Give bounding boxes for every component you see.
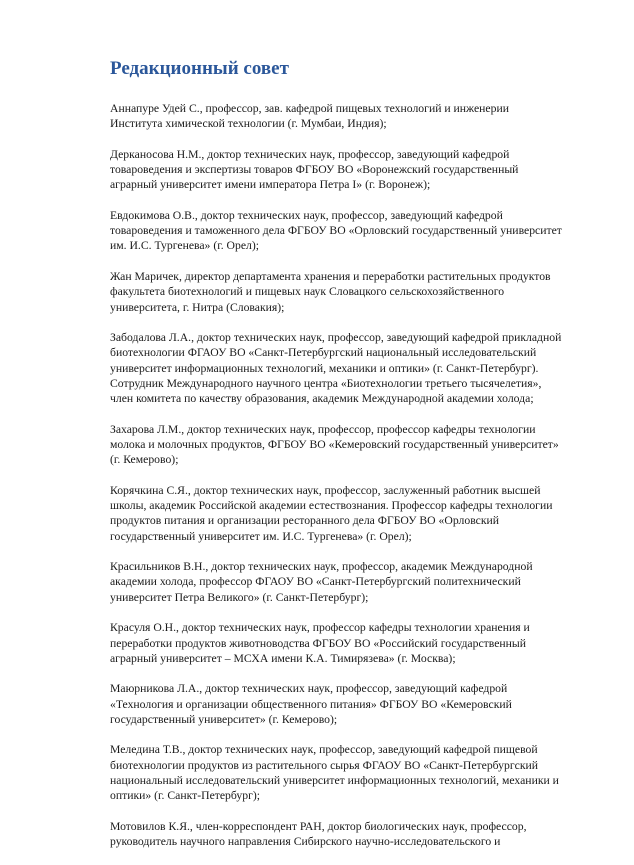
board-member-entry — [110, 620, 610, 666]
board-member-entry — [110, 101, 610, 132]
board-member-entry — [110, 330, 610, 406]
board-member-text-line: (г. Кемерово); — [110, 453, 179, 467]
board-member-text-line: аграрный университет – МСХА имени К.А. Тимирязева» (г. Москва); — [110, 651, 456, 665]
board-member-text-line: продуктов питания и организации ресторанного дела ФГБОУ ВО «Орловский — [110, 514, 500, 528]
board-member-text-line: национальный исследовательский университет информационных технологий, механики и — [110, 773, 559, 787]
board-member-text-line: Дерканосова Н.М., доктор технических наук, профессор, заведующий кафедрой — [110, 147, 510, 161]
board-member-text-line: им. И.С. Тургенева» (г. Орел); — [110, 239, 259, 253]
board-member-text-line: Захарова Л.М., доктор технических наук, профессор, профессор кафедры технологии — [110, 422, 536, 436]
page-content — [110, 58, 610, 865]
board-member-text-line: Маюрникова Л.А., доктор технических наук, профессор, заведующий кафедрой — [110, 682, 508, 696]
board-member-entry — [110, 208, 610, 254]
board-member-text-line: Красильников В.Н., доктор технических наук, профессор, академик Международной — [110, 560, 533, 574]
board-member-entry — [110, 269, 610, 315]
board-member-entry — [110, 147, 610, 193]
board-member-text-line: Меледина Т.В., доктор технических наук, профессор, заведующий кафедрой пищевой — [110, 743, 538, 757]
board-member-text-line: университета, г. Нитра (Словакия); — [110, 300, 285, 314]
board-member-text-line: Мотовилов К.Я., член-корреспондент РАН, доктор биологических наук, профессор, — [110, 819, 527, 833]
board-member-text-line: биотехнологии ФГАОУ ВО «Санкт-Петербургский национальный исследовательский — [110, 346, 537, 360]
board-member-text-line: биотехнологии продуктов из растительного сырья ФГАОУ ВО «Санкт-Петербургский — [110, 758, 539, 772]
board-member-entry — [110, 742, 610, 803]
board-member-text-line: товароведения и экспертизы товаров ФГБОУ ВО «Воронежский государственный — [110, 163, 519, 177]
board-member-text-line: оптики» (г. Санкт-Петербург); — [110, 789, 261, 803]
board-member-text-line: Сотрудник Международного научного центра «Биотехнологии третьего тысячелетия», — [110, 376, 542, 390]
board-member-text-line: Евдокимова О.В., доктор технических наук, профессор, заведующий кафедрой — [110, 208, 503, 222]
board-member-text-line: факультета биотехнологий и пищевых наук Словацкого сельскохозяйственного — [110, 285, 505, 299]
board-member-entry — [110, 819, 610, 850]
board-member-text-line: Института химической технологии (г. Мумбаи, Индия); — [110, 117, 387, 131]
board-member-entry — [110, 483, 610, 544]
board-member-text-line: «Технология и организации общественного питания» ФГБОУ ВО «Кемеровский — [110, 697, 512, 711]
board-member-text-line: товароведения и таможенного дела ФГБОУ ВО «Орловский государственный университет — [110, 224, 562, 238]
board-member-entry — [110, 559, 610, 605]
board-member-text-line: молока и молочных продуктов, ФГБОУ ВО «Кемеровский государственный университет» — [110, 437, 559, 451]
board-member-text-line: Корячкина С.Я., доктор технических наук, профессор, заслуженный работник высшей — [110, 483, 541, 497]
board-member-text-line: аграрный университет имени императора Петра I» (г. Воронеж); — [110, 178, 431, 192]
board-member-text-line: Жан Маричек, директор департамента хранения и переработки растительных продуктов — [110, 269, 551, 283]
board-member-text-line: Забодалова Л.А., доктор технических наук, профессор, заведующий кафедрой прикладной — [110, 331, 562, 345]
editorial-board-list — [110, 101, 610, 849]
board-member-text-line: Красуля О.Н., доктор технических наук, профессор кафедры технологии хранения и — [110, 621, 530, 635]
board-member-text-line: университет информационных технологий, механики и оптики» (г. Санкт-Петербург). — [110, 361, 539, 375]
board-member-entry — [110, 422, 610, 468]
page-title: Редакционный совет — [110, 58, 289, 79]
board-member-text-line: руководитель научного направления Сибирского научно-исследовательского и — [110, 835, 501, 849]
board-member-entry — [110, 681, 610, 727]
board-member-text-line: государственный университет им. И.С. Тургенева» (г. Орел); — [110, 529, 412, 543]
board-member-text-line: член комитета по качеству образования, академик Международной академии холода; — [110, 392, 534, 406]
board-member-text-line: государственный университет» (г. Кемерово); — [110, 712, 338, 726]
board-member-text-line: университет Петра Великого» (г. Санкт-Петербург); — [110, 590, 369, 604]
board-member-text-line: Аннапуре Удей С., профессор, зав. кафедрой пищевых технологий и инженерии — [110, 102, 509, 115]
board-member-text-line: переработки продуктов животноводства ФГБОУ ВО «Российский государственный — [110, 636, 527, 650]
board-member-text-line: академии холода, профессор ФГАОУ ВО «Санкт-Петербургский политехнический — [110, 575, 521, 589]
board-member-text-line: школы, академик Российской академии естествознания. Профессор кафедры технологии — [110, 499, 553, 513]
